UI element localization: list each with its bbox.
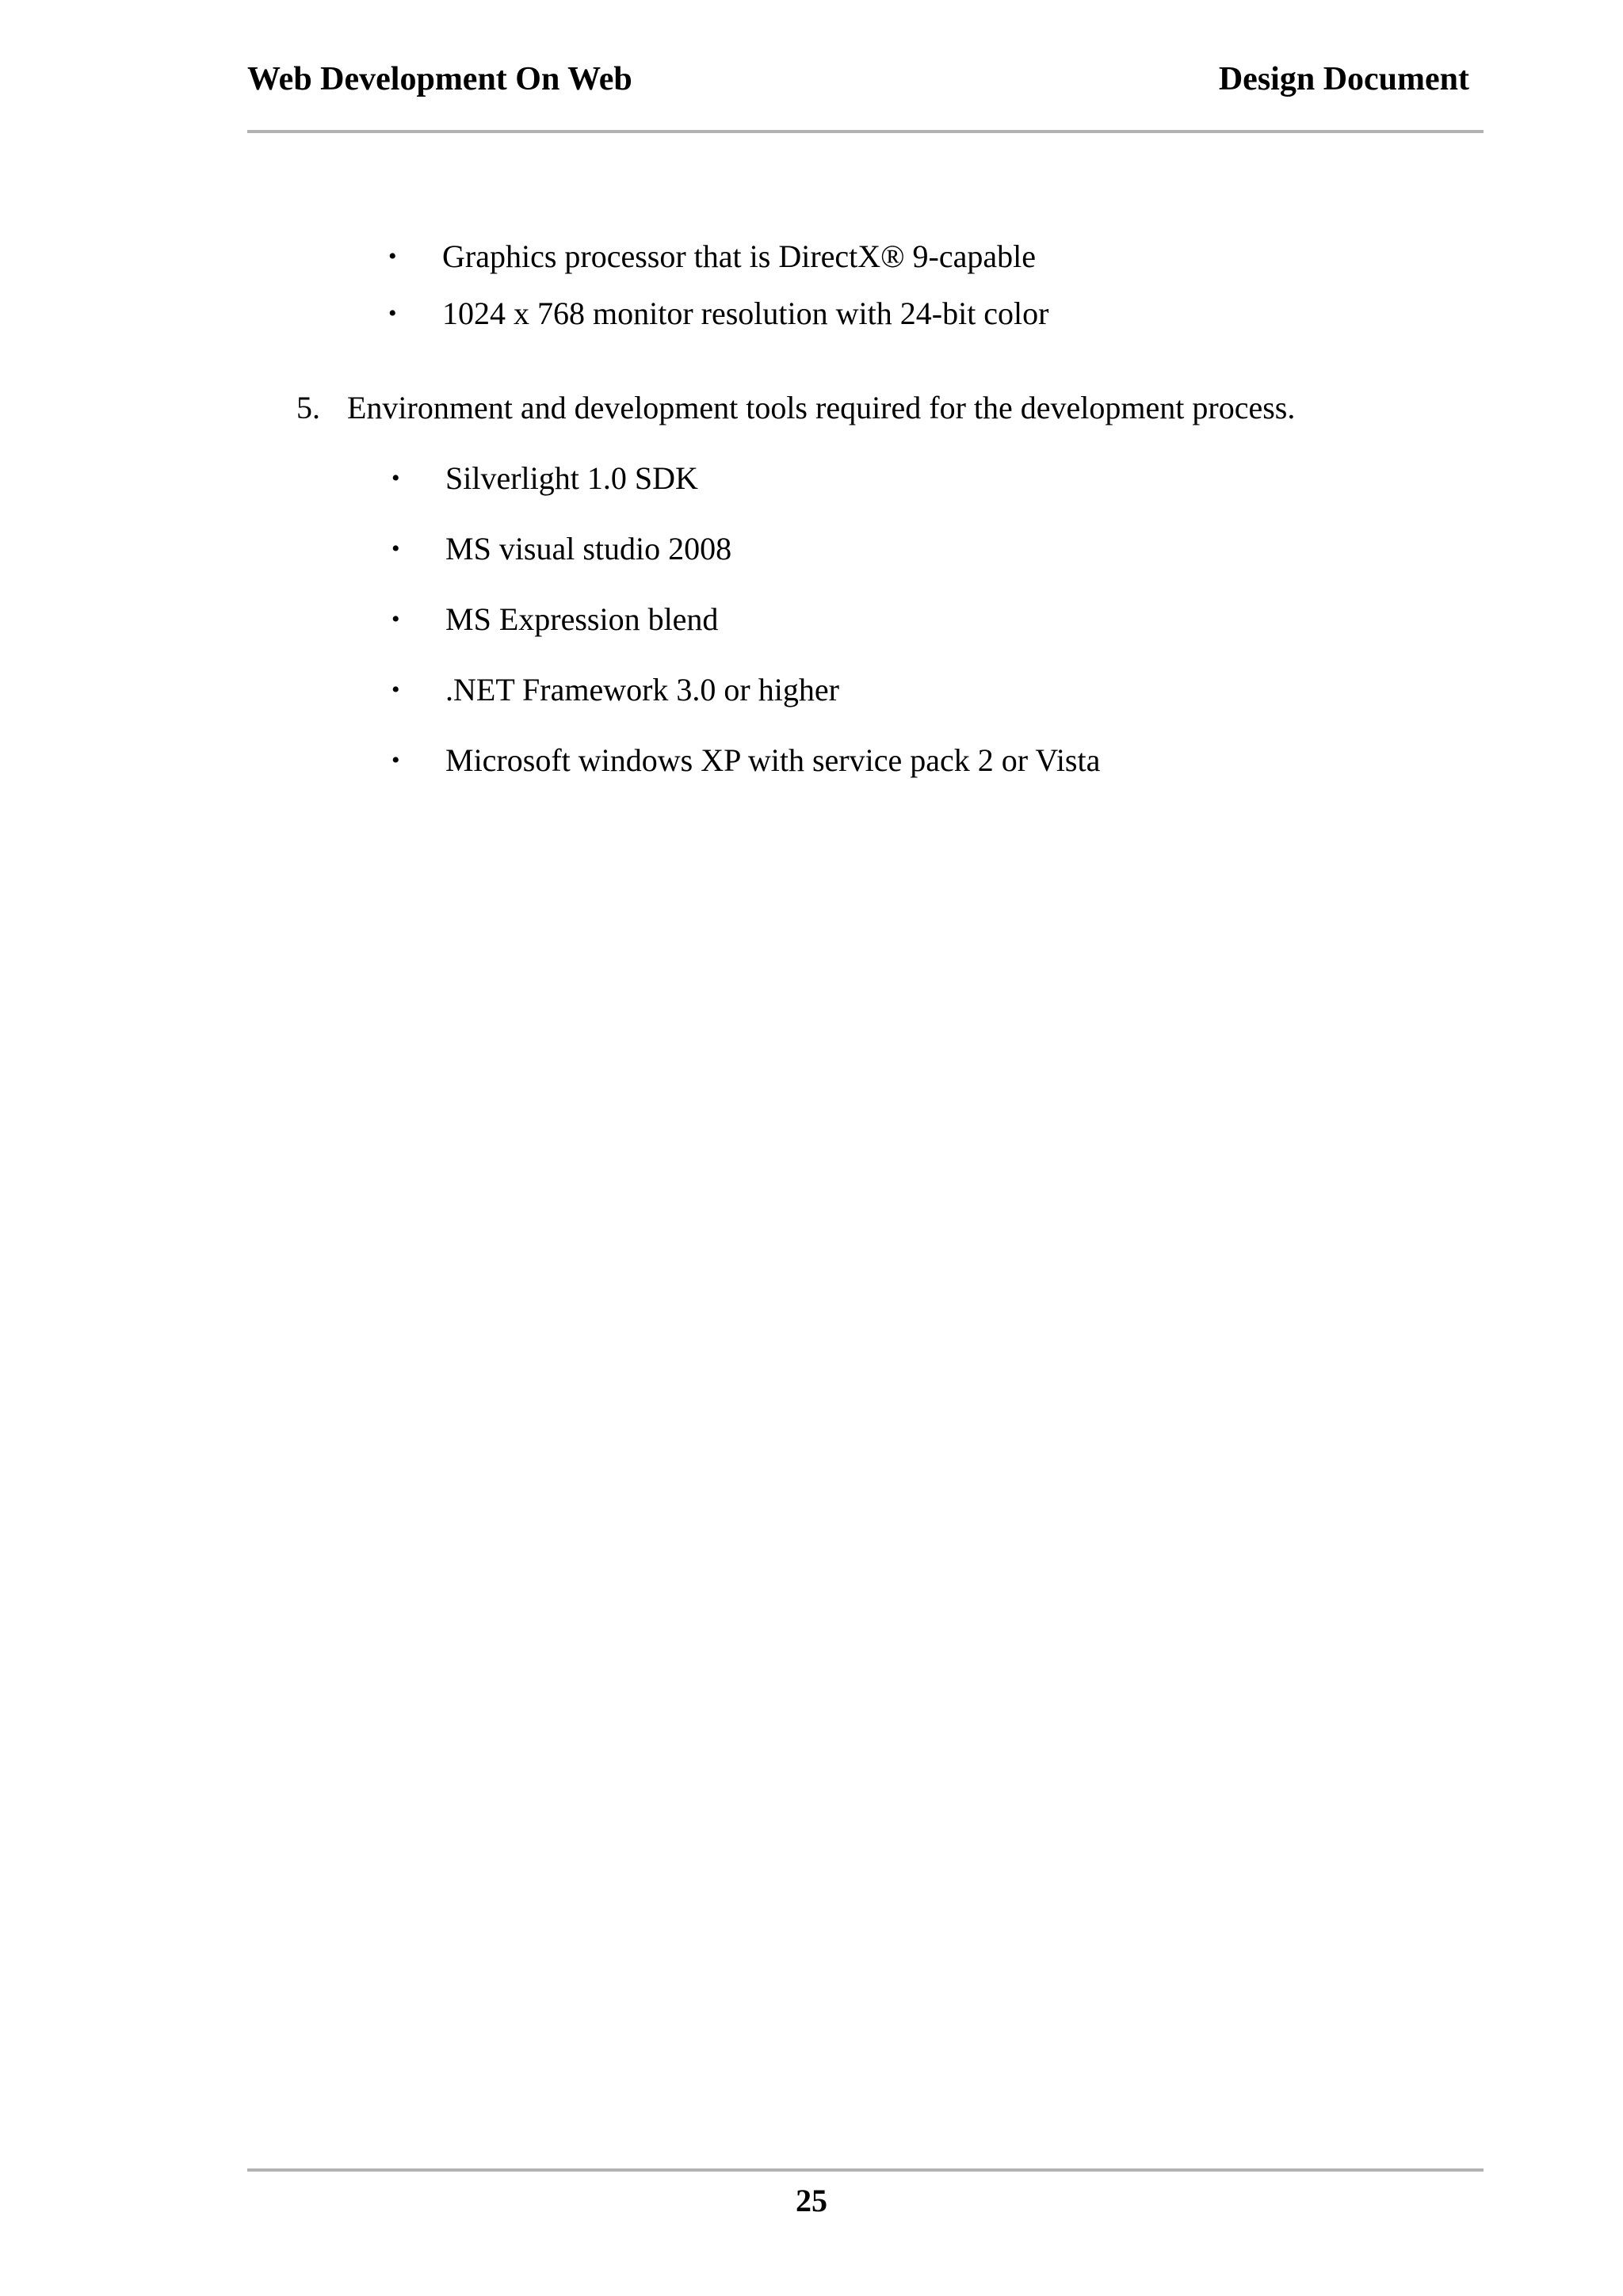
page-number: 25 (796, 2183, 827, 2218)
bullet-icon: • (391, 747, 400, 773)
list-item-text: .NET Framework 3.0 or higher (445, 672, 839, 707)
list-item-text: MS visual studio 2008 (445, 531, 732, 566)
list-item-text: Microsoft windows XP with service pack 2 or Vista (445, 742, 1101, 778)
bullet-icon: • (391, 536, 400, 562)
bullet-icon: • (391, 465, 400, 491)
header-title-left: Web Development On Web (247, 61, 632, 97)
bullet-icon: • (391, 677, 400, 703)
item-number: 5. (296, 390, 320, 425)
list-item-text: Silverlight 1.0 SDK (445, 460, 698, 496)
list-item-text: MS Expression blend (445, 601, 719, 637)
item-text: Environment and development tools required for the development process. (347, 390, 1296, 425)
header-title-right: Design Document (1218, 61, 1469, 97)
header-divider (247, 130, 1484, 133)
footer-divider (247, 2168, 1484, 2172)
list-item-text: 1024 x 768 monitor resolution with 24-bit color (442, 296, 1049, 331)
list-item-text: Graphics processor that is DirectX® 9-capable (442, 238, 1037, 274)
bullet-icon: • (388, 300, 397, 326)
bullet-icon: • (391, 606, 400, 632)
bullet-icon: • (388, 243, 397, 269)
